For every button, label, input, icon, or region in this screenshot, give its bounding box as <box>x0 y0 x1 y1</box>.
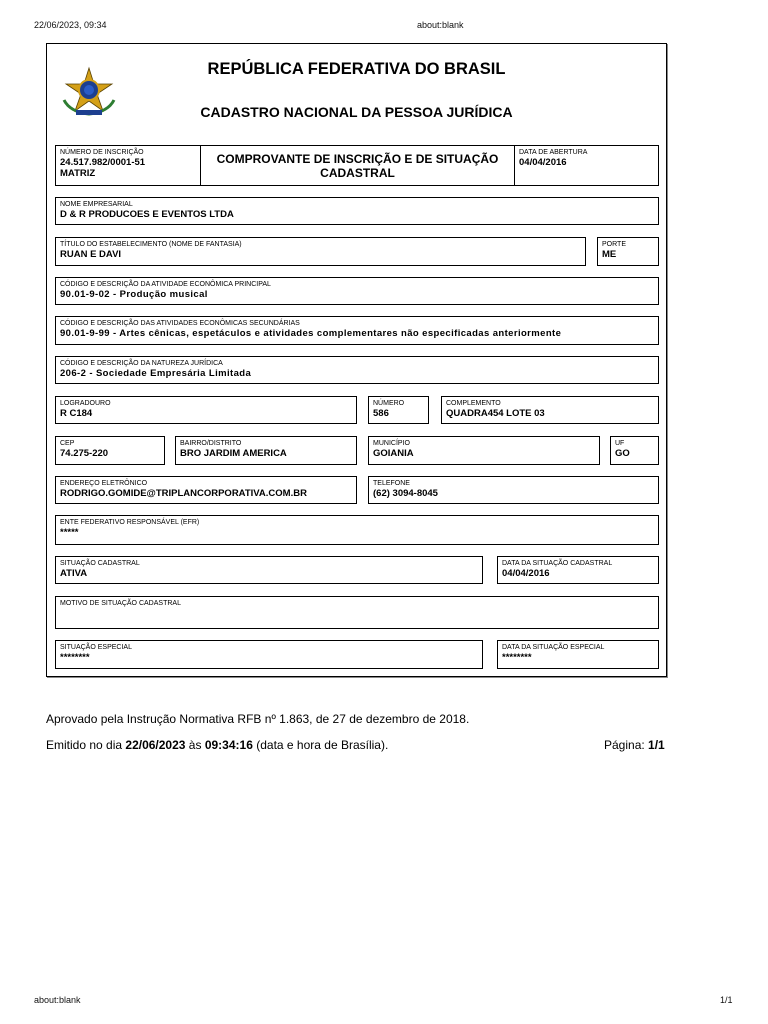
situacao-especial-label: SITUAÇÃO ESPECIAL <box>60 644 132 651</box>
comprovante-title: COMPROVANTE DE INSCRIÇÃO E DE SITUAÇÃO CADASTRAL <box>200 145 515 186</box>
cep-label: CEP <box>60 440 75 447</box>
nome-value: D & R PRODUCOES E EVENTOS LTDA <box>60 209 234 220</box>
efr-value: ***** <box>60 527 79 538</box>
email-label: ENDEREÇO ELETRÔNICO <box>60 480 148 487</box>
atividade-principal-field <box>55 277 659 305</box>
complemento-field <box>441 396 659 424</box>
complemento-value: QUADRA454 LOTE 03 <box>446 408 545 419</box>
porte-field <box>597 237 659 266</box>
situacao-label: SITUAÇÃO CADASTRAL <box>60 560 140 567</box>
nome-label: NOME EMPRESARIAL <box>60 201 133 208</box>
telefone-label: TELEFONE <box>373 480 410 487</box>
print-footer-page: 1/1 <box>720 995 733 1005</box>
logradouro-label: LOGRADOURO <box>60 400 111 407</box>
natureza-value: 206-2 - Sociedade Empresária Limitada <box>60 368 252 379</box>
numero-field <box>368 396 429 424</box>
bairro-field <box>175 436 357 465</box>
fantasia-value: RUAN E DAVI <box>60 249 122 260</box>
efr-field <box>55 515 659 545</box>
atividades-secundarias-label: CÓDIGO E DESCRIÇÃO DAS ATIVIDADES ECONÔMICAS SECUNDÁRIAS <box>60 320 300 327</box>
natureza-label: CÓDIGO E DESCRIÇÃO DA NATUREZA JURÍDICA <box>60 360 223 367</box>
motivo-field <box>55 596 659 629</box>
bairro-value: BRO JARDIM AMERICA <box>180 448 287 459</box>
print-footer-url: about:blank <box>34 995 81 1005</box>
data-situacao-field <box>497 556 659 584</box>
atividade-principal-label: CÓDIGO E DESCRIÇÃO DA ATIVIDADE ECONÔMICA PRINCIPAL <box>60 281 271 288</box>
atividades-secundarias-field <box>55 316 659 345</box>
motivo-label: MOTIVO DE SITUAÇÃO CADASTRAL <box>60 600 181 607</box>
page-subtitle: CADASTRO NACIONAL DA PESSOA JURÍDICA <box>200 104 513 120</box>
telefone-value: (62) 3094-8045 <box>373 488 438 499</box>
uf-label: UF <box>615 440 625 447</box>
fantasia-label: TÍTULO DO ESTABELECIMENTO (NOME DE FANTASIA) <box>60 241 242 248</box>
aprovado-text: Aprovado pela Instrução Normativa RFB nº 1.863, de 27 de dezembro de 2018. <box>46 712 470 726</box>
emitido-time: 09:34:16 <box>204 738 253 752</box>
data-situacao-especial-label: DATA DA SITUAÇÃO ESPECIAL <box>502 644 605 651</box>
logradouro-value: R C184 <box>60 408 93 419</box>
abertura-value: 04/04/2016 <box>519 157 567 168</box>
emitido-text <box>46 738 388 752</box>
inscricao-type: MATRIZ <box>60 168 96 179</box>
situacao-value: ATIVA <box>60 568 88 579</box>
email-value: RODRIGO.GOMIDE@TRIPLANCORPORATIVA.COM.BR <box>60 488 307 499</box>
email-field <box>55 476 357 504</box>
abertura-label: DATA DE ABERTURA <box>519 149 588 156</box>
municipio-field <box>368 436 600 465</box>
emitido-suffix: (data e hora de Brasília). <box>256 738 389 752</box>
telefone-field <box>368 476 659 504</box>
porte-label: PORTE <box>602 241 626 248</box>
uf-field <box>610 436 659 465</box>
inscricao-value: 24.517.982/0001-51 <box>60 157 146 168</box>
print-datetime: 22/06/2023, 09:34 <box>34 20 107 30</box>
data-situacao-label: DATA DA SITUAÇÃO CADASTRAL <box>502 560 613 567</box>
municipio-value: GOIANIA <box>373 448 414 459</box>
complemento-label: COMPLEMENTO <box>446 400 501 407</box>
cep-field <box>55 436 165 465</box>
emitido-mid: às <box>188 738 202 752</box>
uf-value: GO <box>615 448 630 459</box>
emitido-prefix: Emitido no dia <box>46 738 123 752</box>
situacao-field <box>55 556 483 584</box>
data-situacao-value: 04/04/2016 <box>502 568 550 579</box>
data-situacao-especial-field <box>497 640 659 669</box>
natureza-field <box>55 356 659 384</box>
situacao-especial-value: ******** <box>60 652 90 663</box>
atividade-principal-value: 90.01-9-02 - Produção musical <box>60 289 208 300</box>
nome-field <box>55 197 659 225</box>
numero-value: 586 <box>373 408 389 419</box>
municipio-label: MUNICÍPIO <box>373 440 410 447</box>
bairro-label: BAIRRO/DISTRITO <box>180 440 242 447</box>
inscricao-label: NÚMERO DE INSCRIÇÃO <box>60 149 144 156</box>
logradouro-field <box>55 396 357 424</box>
numero-label: NÚMERO <box>373 400 405 407</box>
atividades-secundarias-value: 90.01-9-99 - Artes cênicas, espetáculos e atividades complementares não especificadas anteriormente <box>60 328 562 339</box>
efr-label: ENTE FEDERATIVO RESPONSÁVEL (EFR) <box>60 519 200 526</box>
data-situacao-especial-value: ******** <box>502 652 532 663</box>
situacao-especial-field <box>55 640 483 669</box>
pagina-value: 1/1 <box>648 738 665 752</box>
abertura-field <box>514 145 659 186</box>
print-url: about:blank <box>417 20 464 30</box>
fantasia-field <box>55 237 586 266</box>
inscricao-field <box>55 145 201 186</box>
pagina-text <box>604 738 665 752</box>
pagina-label: Página: <box>604 738 645 752</box>
cep-value: 74.275-220 <box>60 448 109 459</box>
emitido-date: 22/06/2023 <box>125 738 186 752</box>
porte-value: ME <box>602 249 617 260</box>
page-title: REPÚBLICA FEDERATIVA DO BRASIL <box>207 60 506 78</box>
